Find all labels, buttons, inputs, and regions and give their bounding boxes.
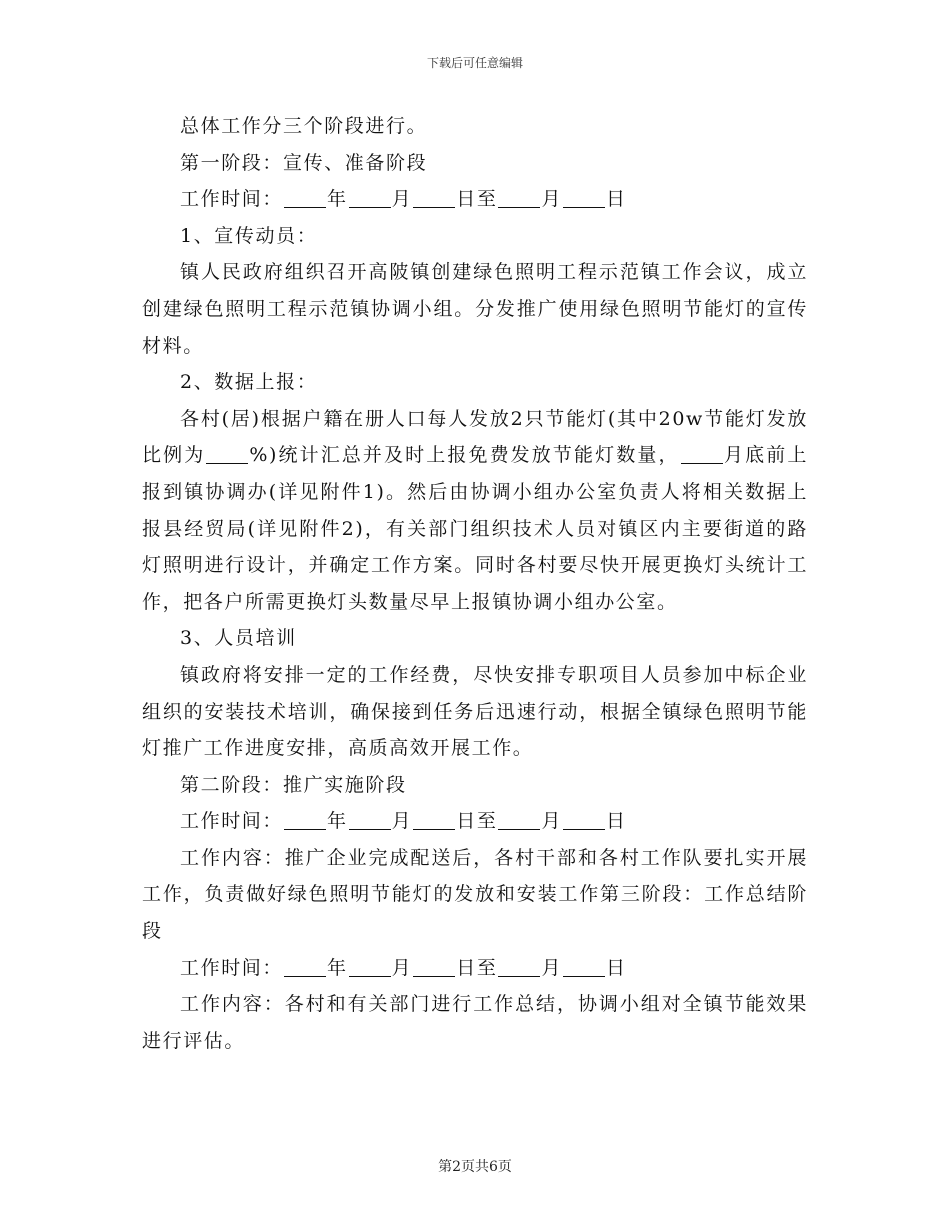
blank-field: [681, 445, 723, 464]
work-time-label: 工作时间：: [180, 810, 284, 833]
page-header: 下载后可任意编辑: [426, 56, 523, 70]
blank-field: [563, 958, 605, 977]
date-unit: 月: [391, 956, 413, 979]
date-unit: 日: [606, 956, 627, 979]
date-unit: 年: [327, 188, 348, 211]
date-unit: 日至: [456, 188, 498, 211]
subheading: 1、宣传动员：: [180, 224, 318, 247]
blank-field: [413, 189, 455, 208]
date-unit: 日: [606, 188, 627, 211]
paragraph: [142, 401, 808, 621]
date-unit: 月: [391, 810, 413, 833]
blank-field: [284, 958, 326, 977]
date-unit: 日至: [456, 810, 498, 833]
text-run: 月底前上报到镇协调办(详见附件1)。然后由协调小组办公室负责人将相关数据上报县经贸局(详见附件2)，有关部门组织技术人员对镇区内主要街道的路灯照明进行设计，并确定工作方案。同时各村要尽快开展更换灯头统计工作，把各户所需更换灯头数量尽早上报镇协调小组办公室。: [142, 444, 808, 613]
blank-field: [349, 189, 391, 208]
section-heading: 第二阶段：推广实施阶段: [180, 773, 407, 796]
date-unit: 月: [541, 188, 563, 211]
text-run: 各村(居)根据户籍在册人口每人发放2只节能灯(其中20w节能灯发放比例为: [142, 407, 808, 467]
blank-field: [413, 811, 455, 830]
blank-field: [563, 189, 605, 208]
date-unit: 月: [541, 810, 563, 833]
subheading: 3、人员培训: [180, 627, 297, 650]
paragraph: 镇政府将安排一定的工作经费，尽快安排专职项目人员参加中标企业组织的安装技术培训，确保接到任务后迅速行动，根据全镇绿色照明节能灯推广工作进度安排，高质高效开展工作。: [142, 663, 808, 760]
document-body: [142, 108, 808, 1059]
blank-field: [349, 811, 391, 830]
subheading: 2、数据上报：: [180, 371, 318, 394]
paragraph: 工作内容：推广企业完成配送后，各村干部和各村工作队要扎实开展工作，负责做好绿色照明节能灯的发放和安装工作第三阶段：工作总结阶段: [142, 846, 808, 943]
blank-field: [563, 811, 605, 830]
blank-field: [284, 189, 326, 208]
paragraph: 工作内容：各村和有关部门进行工作总结，协调小组对全镇节能效果进行评估。: [142, 993, 808, 1052]
work-time-line: [142, 950, 808, 987]
blank-field: [206, 445, 248, 464]
date-unit: 年: [327, 810, 348, 833]
work-time-line: [142, 181, 808, 218]
blank-field: [413, 958, 455, 977]
work-time-label: 工作时间：: [180, 188, 284, 211]
date-unit: 月: [541, 956, 563, 979]
blank-field: [498, 958, 540, 977]
paragraph: 镇人民政府组织召开高陂镇创建绿色照明工程示范镇工作会议，成立创建绿色照明工程示范镇协调小组。分发推广使用绿色照明节能灯的宣传材料。: [142, 261, 808, 357]
page-footer: 第2页共6页: [438, 1159, 512, 1175]
paragraph: 总体工作分三个阶段进行。: [180, 115, 428, 137]
section-heading: 第一阶段：宣传、准备阶段: [180, 151, 428, 174]
date-unit: 日: [606, 810, 627, 833]
blank-field: [349, 958, 391, 977]
blank-field: [284, 811, 326, 830]
date-unit: 年: [327, 956, 348, 979]
text-run: %)统计汇总并及时上报免费发放节能灯数量，: [249, 444, 680, 467]
work-time-line: [142, 803, 808, 840]
work-time-label: 工作时间：: [180, 956, 284, 979]
blank-field: [498, 811, 540, 830]
blank-field: [498, 189, 540, 208]
date-unit: 日至: [456, 956, 498, 979]
date-unit: 月: [391, 188, 413, 211]
